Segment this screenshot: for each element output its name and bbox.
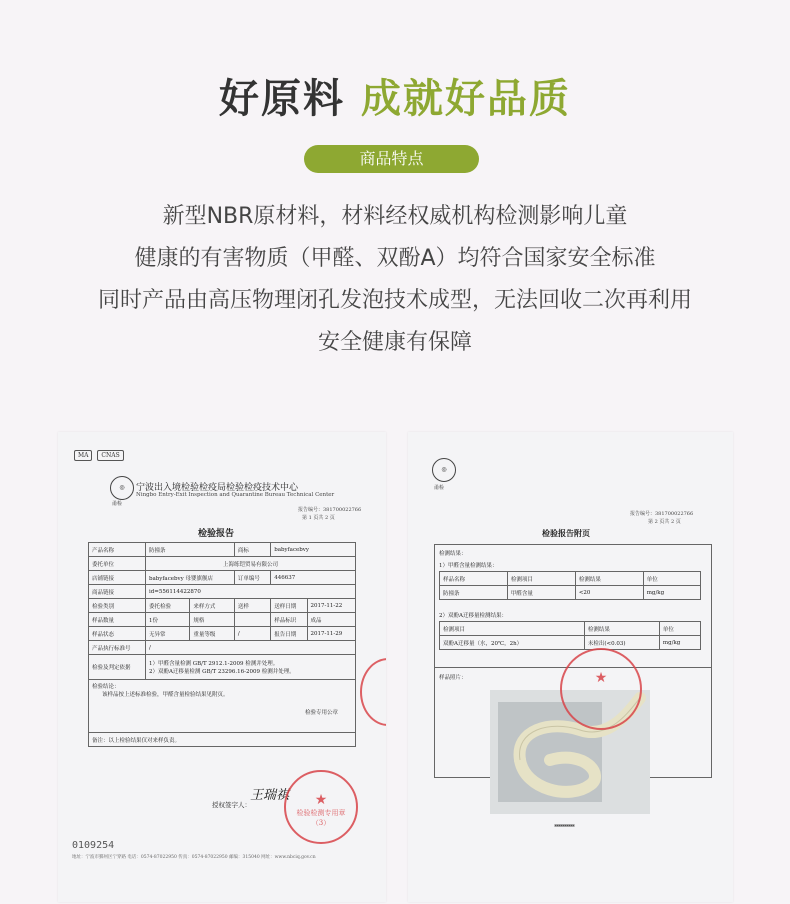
basis-line: 1）甲醛含量检测 GB/T 2912.1-2009 检测并处理。 [148, 661, 279, 667]
table-row [89, 543, 356, 557]
table-row [89, 641, 356, 655]
table-header: 单位 [659, 622, 700, 636]
headline-part2: 成就好品质 [360, 76, 571, 122]
inspection-report-page-1 [58, 432, 386, 902]
seal-note: 检验专用公章 [304, 710, 338, 716]
table-cell: 产品名称 [89, 543, 146, 557]
conclusion-text: 该样品按上述标准检验，甲醛含量检验结果见附页。 [102, 692, 229, 698]
photo-label: 样品照片： [439, 675, 467, 681]
report-number: 报告编号：381700022766 [298, 507, 362, 513]
seal-label: 甬检 [434, 485, 445, 491]
seal-label: 甬检 [112, 501, 123, 507]
description-line: 安全健康有保障 [317, 330, 472, 355]
headline [0, 74, 790, 124]
table-cell: 来样方式 [190, 599, 234, 613]
table-cell: 送样日期 [271, 599, 307, 613]
formaldehyde-table [439, 571, 701, 600]
official-stamp [284, 770, 358, 844]
table-cell: 委托检验 [145, 599, 189, 613]
ma-logo: MA [74, 450, 92, 461]
table-header: 检测结果 [584, 622, 659, 636]
page-number: 第 2 页共 2 页 [648, 519, 681, 525]
table-header: 检测结果 [575, 572, 643, 586]
table-cell: 样品标识 [271, 613, 307, 627]
edge-stamp [360, 658, 386, 726]
table-row [89, 571, 356, 585]
report-number: 报告编号：381700022766 [630, 511, 694, 517]
table-row [89, 655, 356, 680]
table-cell: / [234, 627, 270, 641]
table-cell: 上海练铠贸易有限公司 [145, 557, 355, 571]
report-title: 检验报告附页 [542, 528, 590, 538]
serial-number: 0109254 [72, 840, 115, 851]
headline-part1: 好原料 [219, 76, 346, 122]
table-cell: <20 [575, 586, 643, 600]
description-line: 新型NBR原材料，材料经权威机构检测影响儿童 [162, 204, 628, 229]
conclusion-label: 检验结论： [92, 684, 120, 690]
footer-text: 地址：宁波市鄞州区宁穿路 电话：0574-87022950 传真：0574-87022950 邮编：315040 网址：www.nbciq.gov.cn [72, 855, 316, 860]
table-cell: babyfacebvy [271, 543, 356, 557]
table-cell: 防撞条 [145, 543, 234, 557]
table-cell: 无异常 [145, 627, 189, 641]
table-row [440, 586, 701, 600]
table-row [440, 636, 701, 650]
report-info-table [88, 542, 356, 747]
table-row [89, 557, 356, 571]
table-cell: 样品状态 [89, 627, 146, 641]
table-cell: 委托单位 [89, 557, 146, 571]
end-mark: ********** [554, 824, 574, 831]
cnas-logo: CNAS [97, 450, 123, 461]
table-header: 样品名称 [440, 572, 508, 586]
table-cell: 产品执行标准号 [89, 641, 146, 655]
page-number: 第 1 页共 2 页 [302, 515, 335, 521]
table-row [89, 627, 356, 641]
inspection-seal-icon: ◎ [110, 476, 134, 500]
table-header: 检测项目 [507, 572, 575, 586]
basis-line: 2）双酚A迁移量检测 GB/T 23296.16-2009 检测并处理。 [148, 669, 295, 675]
table-cell: id=556114422870 [145, 585, 355, 599]
inspection-report-page-2 [408, 432, 733, 902]
table-cell: 双酚A迁移量（水，20℃，2h） [440, 636, 585, 650]
table-cell: 成品 [307, 613, 355, 627]
description [0, 196, 790, 364]
table-cell: 店铺链接 [89, 571, 146, 585]
certification-logos [74, 450, 127, 461]
table-row [89, 613, 356, 627]
stamp-number: （3） [311, 819, 331, 827]
table-row [440, 622, 701, 636]
table-cell: 未检出(<0.03) [584, 636, 659, 650]
description-line: 健康的有害物质（甲醛、双酚A）均符合国家安全标准 [134, 246, 656, 271]
table-cell: mg/kg [643, 586, 700, 600]
table-row [89, 733, 356, 747]
table-cell: 446637 [271, 571, 356, 585]
table-row [440, 572, 701, 586]
table-cell: 1份 [145, 613, 189, 627]
report-title: 检验报告 [198, 529, 235, 539]
table-cell: 检验类别 [89, 599, 146, 613]
signer-label: 授权签字人： [212, 801, 251, 809]
table-cell: 2017-11-29 [307, 627, 355, 641]
table-cell [234, 613, 270, 627]
table-cell: 送样 [234, 599, 270, 613]
table-cell: 商标 [234, 543, 270, 557]
table-header: 检测项目 [440, 622, 585, 636]
table-cell: mg/kg [659, 636, 700, 650]
table-cell: 规格 [190, 613, 234, 627]
table-cell: 重量等级 [190, 627, 234, 641]
table-cell: 订单编号 [234, 571, 270, 585]
star-icon: ★ [594, 670, 608, 686]
table-cell: 报告日期 [271, 627, 307, 641]
signature: 王瑞祺 [250, 788, 290, 803]
table-cell: 甲醛含量 [507, 586, 575, 600]
star-icon: ★ [314, 792, 328, 808]
official-stamp [560, 648, 642, 730]
remark: 备注：以上检验结果仅对来样负责。 [89, 733, 356, 747]
results-label: 检测结果： [439, 551, 467, 557]
table-cell: 商品链接 [89, 585, 146, 599]
table-cell: / [145, 641, 355, 655]
institution-name: 宁波出入境检验检疫局检验检疫技术中心 [136, 483, 299, 493]
table-cell: 检验及判定依据 [89, 655, 146, 680]
table-row [89, 585, 356, 599]
description-line: 同时产品由高压物理闭孔发泡技术成型，无法回收二次再利用 [97, 288, 692, 313]
feature-badge: 商品特点 [304, 145, 479, 173]
institution-name-en: Ningbo Entry-Exit Inspection and Quarantine Bureau Technical Center [136, 492, 335, 498]
bpa-table [439, 621, 701, 650]
table-row [89, 680, 356, 733]
table-cell: 防撞条 [440, 586, 508, 600]
table-header: 单位 [643, 572, 700, 586]
table-row [89, 599, 356, 613]
table-cell: 2017-11-22 [307, 599, 355, 613]
table-cell: babyfacebvy 母婴旗舰店 [145, 571, 234, 585]
stamp-text: 检验检测专用章 [296, 809, 346, 817]
table-cell: 样品数量 [89, 613, 146, 627]
inspection-seal-icon: ◎ [432, 458, 456, 482]
section-1-label: 1）甲醛含量检测结果： [439, 563, 498, 569]
section-2-label: 2）双酚A迁移量检测结果： [439, 613, 507, 619]
